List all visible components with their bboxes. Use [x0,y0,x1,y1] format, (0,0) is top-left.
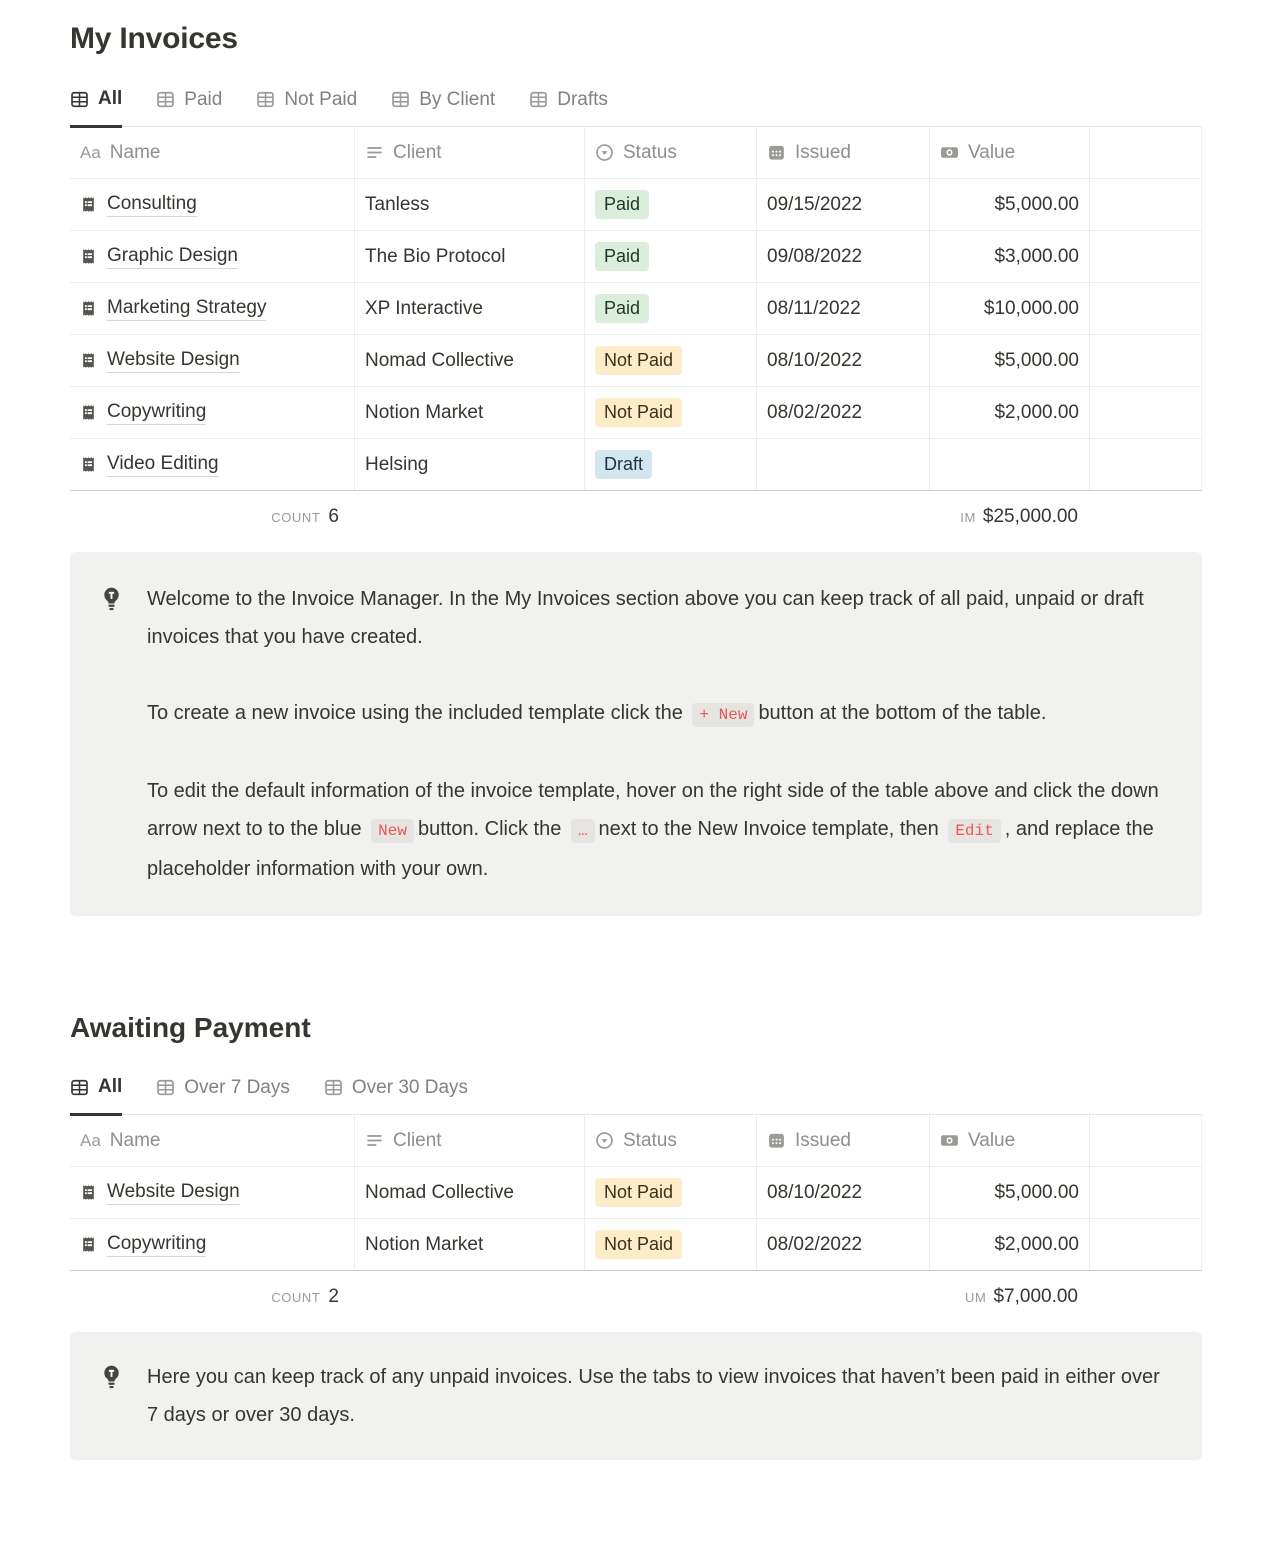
table-row [70,1167,1202,1219]
cell-empty [1090,439,1202,490]
cell-status[interactable] [585,283,757,334]
column-header-client[interactable] [355,127,585,178]
cell-issued[interactable]: 08/10/2022 [757,1167,930,1218]
invoice-page-link[interactable]: Video Editing [107,452,219,477]
receipt-icon [80,1184,97,1201]
status-badge: Draft [595,450,652,479]
table-row [70,283,1202,335]
column-label: Client [393,141,442,163]
sum-aggregate[interactable] [355,1286,1090,1308]
callout-text [147,1358,1162,1434]
cell-empty [1090,335,1202,386]
cell-status[interactable] [585,179,757,230]
column-header-issued[interactable] [757,1115,930,1166]
invoice-page-link[interactable]: Website Design [107,1180,240,1205]
receipt-icon [80,1236,97,1253]
cell-issued[interactable]: 08/11/2022 [757,283,930,334]
text-property-icon [365,143,384,162]
count-value: 6 [328,505,339,527]
select-property-icon [595,143,614,162]
table-view-icon [156,90,175,109]
tab-not-paid[interactable] [256,86,357,126]
column-header-value[interactable] [930,1115,1090,1166]
cell-issued[interactable]: 09/15/2022 [757,179,930,230]
cell-value[interactable]: $5,000.00 [930,335,1090,386]
lightbulb-icon [100,580,123,888]
cell-issued[interactable]: 08/02/2022 [757,387,930,438]
cell-client[interactable]: XP Interactive [355,283,585,334]
sum-value: $7,000.00 [993,1285,1078,1307]
cell-empty [1090,179,1202,230]
count-label: COUNT [271,509,321,525]
column-header-value[interactable] [930,127,1090,178]
callout-paragraph: To edit the default information of the invoice template, hover on the right side of the table above and click the down arrow next to to the blue New button. Click the … next to the New Invoice template, then Edit , and replace the placeholder information with your own. [147,780,1159,880]
inline-code-chip: + New [692,703,754,727]
tab-label: Over 7 Days [184,1076,290,1098]
cell-name[interactable] [70,1219,355,1270]
cell-name[interactable] [70,179,355,230]
table-view-icon [391,90,410,109]
table-footer [70,490,1202,542]
receipt-icon [80,352,97,369]
cell-issued[interactable]: 08/02/2022 [757,1219,930,1270]
table-row [70,387,1202,439]
callout-awaiting-payment-help [70,1332,1202,1460]
invoices-table [70,127,1202,542]
tab-over-30-days[interactable] [324,1074,468,1114]
tab-label: Paid [184,88,223,110]
count-value: 2 [328,1285,339,1307]
column-label: Value [968,1129,1016,1151]
column-label: Client [393,1129,442,1151]
tab-label: Over 30 Days [351,1076,469,1098]
tab-label: Drafts [557,88,608,110]
cell-value[interactable]: $2,000.00 [930,387,1090,438]
tab-over-7-days[interactable] [156,1074,290,1114]
column-header-status[interactable] [585,127,757,178]
invoice-page-link[interactable]: Website Design [107,348,240,373]
table-row [70,439,1202,491]
cell-status[interactable] [585,1219,757,1270]
inline-code-chip: … [571,819,595,843]
tab-label: All [98,88,123,109]
table-view-icon [256,90,275,109]
cell-client[interactable]: Notion Market [355,1219,585,1270]
receipt-icon [80,248,97,265]
cell-name[interactable] [70,335,355,386]
cell-empty [1090,1167,1202,1218]
count-label: COUNT [271,1289,321,1305]
sum-aggregate[interactable] [355,506,1090,528]
column-header-issued[interactable] [757,127,930,178]
cell-client[interactable]: Helsing [355,439,585,490]
table-view-icon [156,1078,175,1097]
invoice-page-link[interactable]: Copywriting [107,400,206,425]
tab-paid[interactable] [156,86,222,126]
cell-client[interactable]: Nomad Collective [355,335,585,386]
column-header-client[interactable] [355,1115,585,1166]
status-badge: Not Paid [595,1178,682,1207]
section-title-awaiting-payment: Awaiting Payment [70,1012,311,1043]
callout-paragraph: To create a new invoice using the included template click the + New button at the bottom of the table. [147,694,1162,734]
table-view-icon [70,1078,89,1097]
text-property-icon [365,1131,384,1150]
column-header-empty [1090,1115,1202,1166]
column-label: Status [623,1129,677,1151]
table-view-icon [529,90,548,109]
cell-empty [1090,283,1202,334]
table-row [70,1219,1202,1271]
sum-label: UM [965,1289,987,1305]
cell-empty [1090,231,1202,282]
cell-issued[interactable]: 09/08/2022 [757,231,930,282]
count-aggregate[interactable] [70,506,355,528]
cell-client[interactable]: Nomad Collective [355,1167,585,1218]
cell-value[interactable] [930,439,1090,490]
receipt-icon [80,456,97,473]
calendar-icon [767,1131,786,1150]
cell-issued[interactable]: 08/10/2022 [757,335,930,386]
receipt-icon [80,196,97,213]
sum-label: IM [960,509,976,525]
calendar-icon [767,143,786,162]
text-type-icon: Aa [80,1130,101,1150]
cell-name[interactable] [70,1167,355,1218]
sum-value: $25,000.00 [982,505,1078,527]
table-header-row [70,1115,1202,1167]
tab-label: All [98,1076,123,1097]
cell-status[interactable] [585,439,757,490]
table-row [70,179,1202,231]
text-type-icon: Aa [80,142,101,162]
cell-client[interactable]: Notion Market [355,387,585,438]
column-header-status[interactable] [585,1115,757,1166]
cell-name[interactable] [70,439,355,490]
cell-status[interactable] [585,1167,757,1218]
column-label: Status [623,141,677,163]
money-icon [940,143,959,162]
cell-client[interactable]: The Bio Protocol [355,231,585,282]
callout-invoice-manager-help [70,552,1202,916]
inline-code-chip: Edit [948,819,1000,843]
cell-value[interactable]: $5,000.00 [930,179,1090,230]
tab-label: By Client [419,88,496,110]
invoice-page-link[interactable]: Marketing Strategy [107,296,266,321]
cell-name[interactable] [70,387,355,438]
callout-paragraph: Here you can keep track of any unpaid invoices. Use the tabs to view invoices that haven’t been paid in either over 7 days or over 30 days. [147,1366,1160,1426]
cell-status[interactable] [585,387,757,438]
cell-name[interactable] [70,231,355,282]
tab-all[interactable] [70,1074,122,1116]
cell-status[interactable] [585,231,757,282]
column-header-empty [1090,127,1202,178]
receipt-icon [80,404,97,421]
cell-status[interactable] [585,335,757,386]
status-badge: Not Paid [595,398,682,427]
column-header-name[interactable] [70,127,355,178]
tab-label: Not Paid [284,88,358,110]
cell-empty [1090,1219,1202,1270]
lightbulb-icon [100,1358,123,1434]
tab-drafts[interactable] [529,86,608,126]
tab-by-client[interactable] [391,86,495,126]
column-header-name[interactable] [70,1115,355,1166]
cell-value[interactable]: $5,000.00 [930,1167,1090,1218]
awaiting-payment-table [70,1115,1202,1322]
cell-client[interactable]: Tanless [355,179,585,230]
status-badge: Paid [595,190,649,219]
cell-value[interactable]: $2,000.00 [930,1219,1090,1270]
table-view-icon [324,1078,343,1097]
page-title: My Invoices [70,22,238,55]
cell-value[interactable]: $10,000.00 [930,283,1090,334]
status-badge: Not Paid [595,1230,682,1259]
table-footer [70,1270,1202,1322]
column-label: Issued [795,1129,851,1151]
cell-empty [1090,387,1202,438]
invoice-page-link[interactable]: Graphic Design [107,244,238,269]
invoice-page-link[interactable]: Copywriting [107,1232,206,1257]
column-label: Issued [795,141,851,163]
view-tabs-awaiting-payment [70,1074,1202,1115]
table-row [70,231,1202,283]
table-header-row [70,127,1202,179]
money-icon [940,1131,959,1150]
count-aggregate[interactable] [70,1286,355,1308]
tab-all[interactable] [70,86,122,128]
table-view-icon [70,90,89,109]
column-label: Name [109,141,161,163]
callout-paragraph: Welcome to the Invoice Manager. In the My Invoices section above you can keep track of all paid, unpaid or draft invoices that you have created. [147,588,1144,648]
status-badge: Not Paid [595,346,682,375]
status-badge: Paid [595,294,649,323]
invoice-page-link[interactable]: Consulting [107,192,197,217]
column-label: Name [109,1129,161,1151]
cell-issued[interactable] [757,439,930,490]
inline-code-chip: New [371,819,414,843]
receipt-icon [80,300,97,317]
select-property-icon [595,1131,614,1150]
status-badge: Paid [595,242,649,271]
cell-value[interactable]: $3,000.00 [930,231,1090,282]
callout-text [147,580,1162,888]
column-label: Value [968,141,1016,163]
view-tabs-my-invoices [70,86,1202,127]
cell-name[interactable] [70,283,355,334]
table-row [70,335,1202,387]
